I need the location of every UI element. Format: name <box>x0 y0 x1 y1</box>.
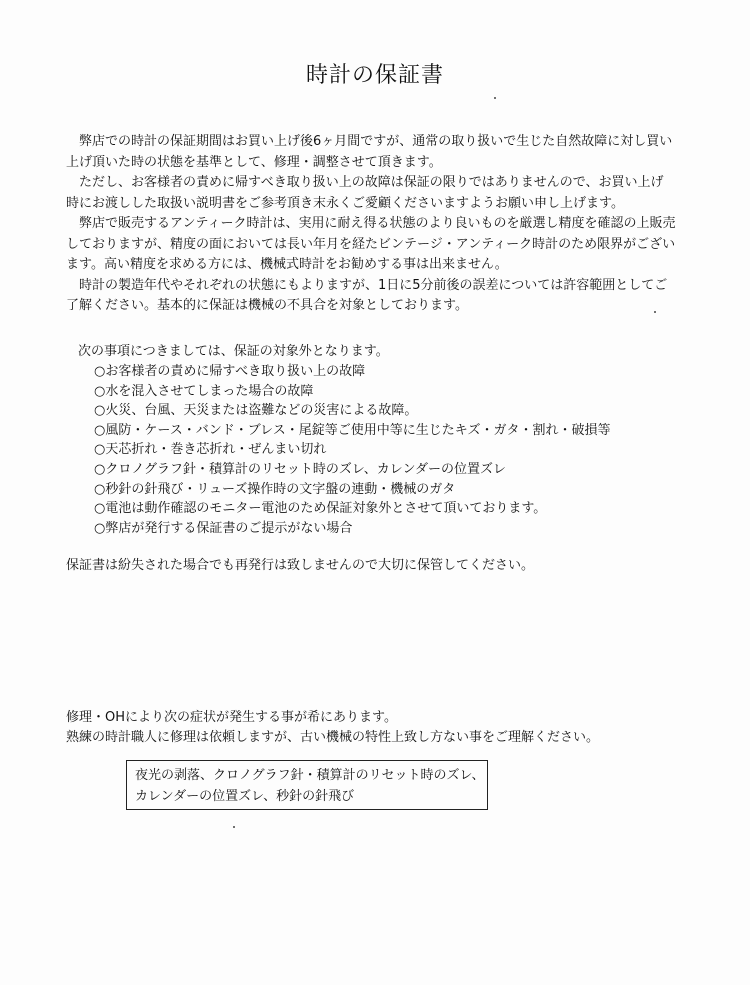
exclusion-item: ○電池は動作確認のモニター電池のため保証対象外とさせて頂いております。 <box>94 501 547 517</box>
repair-note-line: 熟練の時計職人に修理は依頼しますが、古い機械の特性上致し方ない事をご理解ください。 <box>66 730 600 745</box>
symptom-box <box>126 760 488 810</box>
exclusion-item: ○天芯折れ・巻き芯折れ・ぜんまい切れ <box>94 442 327 458</box>
intro-paragraph: ただし、お客様者の責めに帰すべき取り扱い上の故障は保証の限りではありませんので、お買い上げ時にお渡しした取扱い説明書をご参考頂き末永くご愛顧くださいますようお願い申し上げます。 <box>66 175 664 211</box>
reissue-note: 保証書は紛失された場合でも再発行は致しませんので大切に保管してください。 <box>66 558 535 573</box>
exclusion-item: ○秒針の針飛び・リューズ操作時の文字盤の連動・機械のガタ <box>94 481 456 497</box>
repair-note-line: 修理・OHにより次の症状が発生する事が希にあります。 <box>66 710 397 725</box>
exclusions-heading: 次の事項につきましては、保証の対象外となります。 <box>78 344 389 359</box>
symptom-line: 夜光の剥落、クロノグラフ針・積算計のリセット時のズレ、 <box>135 768 485 783</box>
exclusion-item: ○水を混入させてしまった場合の故障 <box>94 383 314 399</box>
intro-paragraph: 弊店での時計の保証期間はお買い上げ後6ヶ月間ですが、通常の取り扱いで生じた自然故障に対し買い上げ頂いた時の状態を基準として、修理・調整させて頂きます。 <box>66 134 673 170</box>
symptom-line: カレンダーの位置ズレ、秒針の針飛び <box>135 789 355 804</box>
exclusion-item: ○風防・ケース・バンド・ブレス・尾錠等ご使用中等に生じたキズ・ガタ・割れ・破損等 <box>94 422 611 438</box>
scan-speck <box>654 311 656 313</box>
scan-speck <box>233 826 235 828</box>
exclusions-list <box>94 362 611 538</box>
intro-section <box>66 132 676 317</box>
intro-paragraph: 弊店で販売するアンティーク時計は、実用に耐え得る状態のより良いものを厳選し精度を確認の上販売しておりますが、精度の面においては長い年月を経たビンテージ・アンティーク時計のため限界がございます。高い精度を求める方には、機械式時計をお勧めする事は出来ません。 <box>66 216 676 272</box>
exclusion-item: ○クロノグラフ針・積算計のリセット時のズレ、カレンダーの位置ズレ <box>94 461 506 477</box>
exclusion-item: ○弊店が発行する保証書のご提示がない場合 <box>94 520 353 536</box>
intro-paragraph: 時計の製造年代やそれぞれの状態にもよりますが、1日に5分前後の誤差については許容範囲としてご了解ください。基本的に保証は機械の不具合を対象としております。 <box>66 277 668 313</box>
repair-notes <box>66 708 599 748</box>
document-title: 時計の保証書 <box>305 63 444 88</box>
scan-speck <box>494 97 496 99</box>
exclusion-item: ○火災、台風、天災または盗難などの災害による故障。 <box>94 403 418 419</box>
exclusion-item: ○お客様者の責めに帰すべき取り扱い上の故障 <box>94 364 366 379</box>
